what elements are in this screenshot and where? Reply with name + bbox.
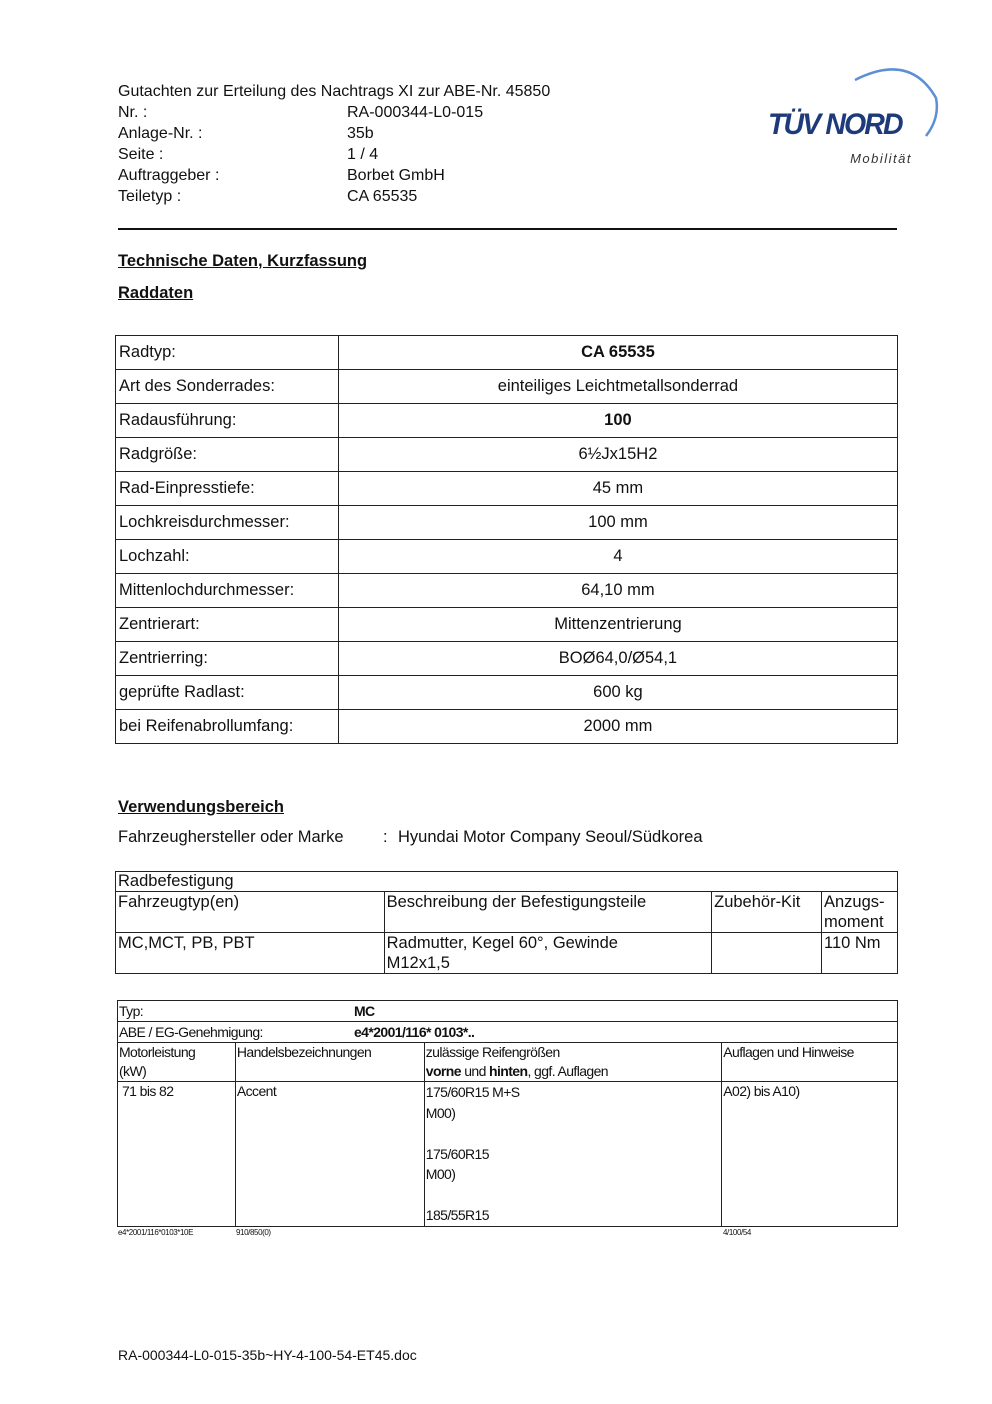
table-row <box>118 1022 898 1043</box>
fixing-header-kit: Zubehör-Kit <box>712 892 822 933</box>
approval-row <box>118 1022 898 1043</box>
trade-name-value: Accent <box>235 1082 424 1227</box>
wheel-value: Mittenzentrierung <box>338 608 897 642</box>
header-tyres-line2 <box>426 1062 720 1081</box>
tyre-sizes <box>424 1082 721 1227</box>
tyre-size-line <box>426 1123 720 1144</box>
header-label-seite: Seite : <box>118 146 164 163</box>
wheel-value: 45 mm <box>338 472 897 506</box>
header-value-anlage: 35b <box>347 125 374 142</box>
fixing-header-vehicle: Fahrzeugtyp(en) <box>116 892 385 933</box>
fixing-description-line2: M12x1,5 <box>386 954 450 972</box>
header-tyres-rear: hinten <box>489 1063 528 1079</box>
table-row <box>116 642 898 676</box>
tyre-size-line: M00) <box>425 1166 456 1182</box>
section-usage-heading: Verwendungsbereich <box>118 798 284 816</box>
table-row <box>116 872 898 892</box>
table-row <box>116 404 898 438</box>
wheel-label: Lochkreisdurchmesser: <box>116 506 339 540</box>
tuev-nord-logo <box>760 58 945 173</box>
table-row <box>116 472 898 506</box>
table-row <box>116 608 898 642</box>
type-row <box>118 1001 898 1022</box>
header-value-teiletyp: CA 65535 <box>347 188 418 205</box>
wheel-value: 2000 mm <box>338 710 897 744</box>
tyre-size-line: 185/55R15 <box>425 1207 489 1223</box>
tyre-size-line <box>426 1185 720 1206</box>
table-row <box>116 336 898 370</box>
wheel-value: 100 mm <box>338 506 897 540</box>
wheel-label: geprüfte Radlast: <box>116 676 339 710</box>
wheel-label: Mittenlochdurchmesser: <box>116 574 339 608</box>
torque-header-line1: Anzugs- <box>824 893 885 911</box>
table-row <box>116 892 898 933</box>
wheel-label: Radausführung: <box>116 404 339 438</box>
table-row <box>116 370 898 404</box>
manufacturer-label: Fahrzeughersteller oder Marke <box>118 828 344 846</box>
wheel-value: einteiliges Leichtmetallsonderrad <box>338 370 897 404</box>
document-title: Gutachten zur Erteilung des Nachtrags XI zur ABE-Nr. 45850 <box>118 83 551 100</box>
section-technical-heading: Technische Daten, Kurzfassung <box>118 252 368 270</box>
wheel-value: 600 kg <box>338 676 897 710</box>
table-row <box>116 933 898 974</box>
wheel-label: Lochzahl: <box>116 540 339 574</box>
table-row <box>116 540 898 574</box>
wheel-label: Radtyp: <box>116 336 339 370</box>
approval-label: ABE / EG-Genehmigung: <box>119 1024 263 1040</box>
header-power-line1: Motorleistung <box>119 1044 196 1060</box>
table-row <box>116 574 898 608</box>
wheel-value: BOØ64,0/Ø54,1 <box>338 642 897 676</box>
wheel-value: 100 <box>338 404 897 438</box>
wheel-value: 64,10 mm <box>338 574 897 608</box>
fixing-kit <box>712 933 822 974</box>
header-label-nr: Nr. : <box>118 104 148 121</box>
torque-header-line2: moment <box>824 913 884 931</box>
tyre-size-line: 175/60R15 M+S <box>425 1084 520 1100</box>
approval-value: e4*2001/116* 0103*.. <box>354 1024 475 1040</box>
wheel-value: 4 <box>338 540 897 574</box>
header-tyres-front: vorne <box>425 1063 461 1079</box>
fixing-description <box>384 933 711 974</box>
type-label: Typ: <box>119 1003 144 1019</box>
fixing-title: Radbefestigung <box>116 872 898 892</box>
type-value: MC <box>354 1003 375 1019</box>
header-label-anlage: Anlage-Nr. : <box>118 125 203 142</box>
table-row <box>116 438 898 472</box>
fixing-description-line1: Radmutter, Kegel 60°, Gewinde <box>386 934 618 952</box>
fixing-vehicle-types: MC,MCT, PB, PBT <box>116 933 385 974</box>
header-value-nr: RA-000344-L0-015 <box>347 104 484 121</box>
footer-filename: RA-000344-L0-015-35b~HY-4-100-54-ET45.doc <box>118 1347 417 1363</box>
wheel-data-table <box>115 335 898 744</box>
header-trade-names: Handelsbezeichnungen <box>235 1043 424 1082</box>
header-value-seite: 1 / 4 <box>347 146 379 163</box>
wheel-value: CA 65535 <box>338 336 897 370</box>
header-tyres-and: und <box>460 1063 490 1079</box>
header-label-auftraggeber: Auftraggeber : <box>118 167 220 184</box>
logo-tagline: Mobilität <box>850 151 912 166</box>
fixing-torque: 110 Nm <box>822 933 898 974</box>
header-label-teiletyp: Teiletyp : <box>118 188 182 205</box>
footnote-pattern: 4/100/54 <box>723 1228 751 1237</box>
notes-value: A02) bis A10) <box>722 1082 898 1227</box>
table-row <box>118 1043 898 1082</box>
table-row <box>116 506 898 540</box>
wheel-label: Zentrierring: <box>116 642 339 676</box>
header-value-auftraggeber: Borbet GmbH <box>347 167 445 184</box>
logo-brand: TÜV NORD <box>768 108 902 141</box>
footnote-approval: e4*2001/116*0103*10E <box>118 1228 194 1237</box>
section-wheel-heading: Raddaten <box>118 284 194 302</box>
header-power-line2: (kW) <box>119 1063 147 1079</box>
wheel-fixing-table <box>115 871 898 974</box>
wheel-label: Radgröße: <box>116 438 339 472</box>
fixing-header-description: Beschreibung der Befestigungsteile <box>384 892 711 933</box>
power-value: 71 bis 82 <box>118 1082 236 1227</box>
table-row <box>116 676 898 710</box>
wheel-label: bei Reifenabrollumfang: <box>116 710 339 744</box>
manufacturer-separator: : <box>383 828 388 846</box>
footnote-code: 910/850(0) <box>236 1228 271 1237</box>
fixing-header-torque <box>822 892 898 933</box>
wheel-label: Zentrierart: <box>116 608 339 642</box>
table-row <box>116 710 898 744</box>
table-row <box>118 1082 898 1227</box>
table-row <box>118 1001 898 1022</box>
tyre-size-line: 175/60R15 <box>425 1145 489 1162</box>
wheel-label: Art des Sonderrades: <box>116 370 339 404</box>
header-divider <box>118 228 897 230</box>
tyre-size-line: M00) <box>425 1104 456 1121</box>
header-notes: Auflagen und Hinweise <box>722 1043 898 1082</box>
wheel-value: 6½Jx15H2 <box>338 438 897 472</box>
wheel-label: Rad-Einpresstiefe: <box>116 472 339 506</box>
manufacturer-value: Hyundai Motor Company Seoul/Südkorea <box>398 828 703 846</box>
vehicle-type-table <box>117 1000 898 1227</box>
header-tyres-rest: , ggf. Auflagen <box>527 1063 608 1079</box>
header-power <box>118 1043 236 1082</box>
header-tyres <box>424 1043 721 1082</box>
header-tyres-line1: zulässige Reifengrößen <box>425 1044 560 1060</box>
